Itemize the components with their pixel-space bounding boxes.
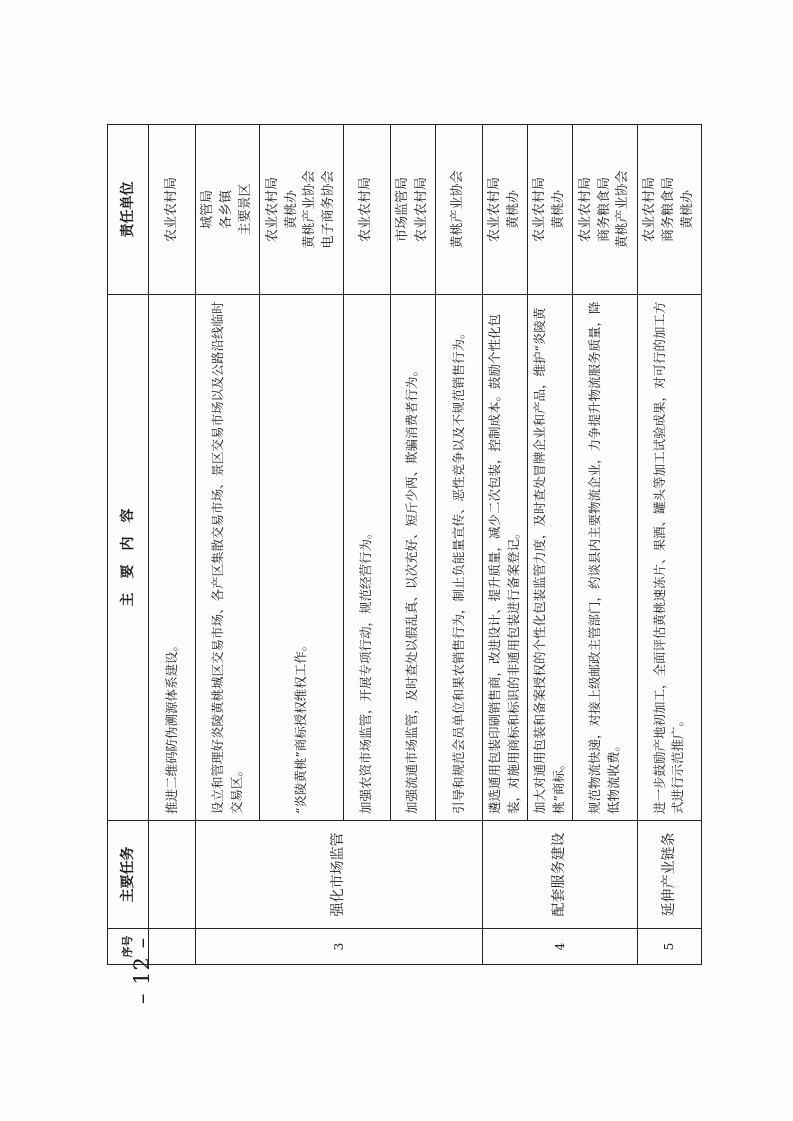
- unit-line: 商务粮食局: [660, 177, 676, 243]
- unit-line: 黄桃产业协会: [615, 170, 631, 249]
- content-cell: 设立和管理好炎陵黄桃城区交易市场、各产区集散交易市场、景区交易市场以及公路沿线临时交易区。: [196, 295, 260, 821]
- content-cell: 规范物流快递，对接上级邮政主管部门，约谈县内主要物流企业，力争提升物流服务质量，降低物流收费。: [573, 295, 637, 821]
- content-cell: 遴选通用包装印刷销售商，改进设计、提升质量，减少二次包装，控制成本。鼓励个性化包装，对施用商标和标识的非通用包装进行备案登记。: [482, 295, 527, 821]
- seq-cell: 3: [196, 929, 483, 965]
- unit-line: 电子商务协会: [321, 170, 337, 249]
- seq-cell: [149, 929, 196, 965]
- rotated-table-wrapper: [107, 125, 702, 965]
- table-row: [196, 125, 260, 965]
- unit-line: 农业农村局: [264, 177, 280, 243]
- table-row: [637, 125, 701, 965]
- unit-cell: [260, 125, 343, 295]
- header-task: 主要任务: [108, 821, 149, 929]
- content-cell: “炎陵黄桃”商标授权维权工作。: [260, 295, 343, 821]
- content-cell: 加大对通用包装和备案授权的个性化包装监管力度，及时查处冒牌企业和产品，维护“炎陵黄桃”商标。: [528, 295, 573, 821]
- unit-line: 农业农村局: [487, 177, 503, 243]
- unit-line: 农业农村局: [532, 177, 548, 243]
- unit-line: 黄桃产业协会: [302, 170, 318, 249]
- task-cell: 配套服务建设: [482, 821, 637, 929]
- unit-line: 黄桃办: [506, 190, 521, 230]
- unit-cell: [390, 125, 435, 295]
- content-cell: 推进二维码防伪溯源体系建设。: [149, 295, 196, 821]
- unit-line: 黄桃办: [679, 190, 695, 230]
- content-cell: 进一步鼓励产地初加工，全面评估黄桃速冻片、果酒、罐头等加工试验成果，对可行的加工方式进行示范推广。: [637, 295, 701, 821]
- unit-line: 农业农村局: [358, 177, 374, 243]
- unit-line: 农业农村局: [577, 177, 593, 243]
- header-seq: 序号: [108, 929, 149, 965]
- unit-cell: [196, 125, 260, 295]
- task-cell: [149, 821, 196, 929]
- task-table: [107, 124, 702, 965]
- unit-cell: [528, 125, 573, 295]
- unit-line: 农业农村局: [413, 177, 429, 243]
- content-cell: 加强流通市场监管，及时查处以假乱真、以次充好、短斤少两、欺骗消费者行为。: [390, 295, 435, 821]
- table-row: [149, 125, 196, 965]
- unit-line: 城管局: [200, 190, 216, 230]
- seq-cell: 4: [482, 929, 637, 965]
- unit-cell: [482, 125, 527, 295]
- unit-cell: [343, 125, 390, 295]
- unit-line: 各乡镇: [219, 190, 235, 230]
- content-cell: 引导和规范会员单位和果农销售行为，制止负能量宣传、恶性竞争以及不规范销售行为。: [435, 295, 482, 821]
- unit-line: 黄桃产业协会: [450, 170, 466, 249]
- table-row: [482, 125, 527, 965]
- task-cell: 强化市场监管: [196, 821, 483, 929]
- seq-cell: 5: [637, 929, 701, 965]
- unit-line: 主要景区: [238, 183, 254, 236]
- unit-line: 农业农村局: [642, 177, 658, 243]
- unit-cell: [149, 125, 196, 295]
- header-content: 主 要 内 容: [108, 295, 149, 821]
- page-number: – 12 –: [130, 936, 154, 1004]
- unit-cell: [573, 125, 637, 295]
- unit-cell: [435, 125, 482, 295]
- header-unit: 责任单位: [108, 125, 149, 295]
- content-cell: 加强农资市场监管，开展专项行动，规范经营行为。: [343, 295, 390, 821]
- unit-line: 农业农村局: [163, 177, 179, 243]
- unit-line: 市场监管局: [394, 177, 410, 243]
- task-cell: 延伸产业链条: [637, 821, 701, 929]
- table-header-row: [108, 125, 149, 965]
- unit-line: 黄桃办: [551, 190, 567, 230]
- unit-line: 商务粮食局: [596, 177, 612, 243]
- unit-cell: [637, 125, 701, 295]
- unit-line: 黄桃办: [283, 190, 299, 230]
